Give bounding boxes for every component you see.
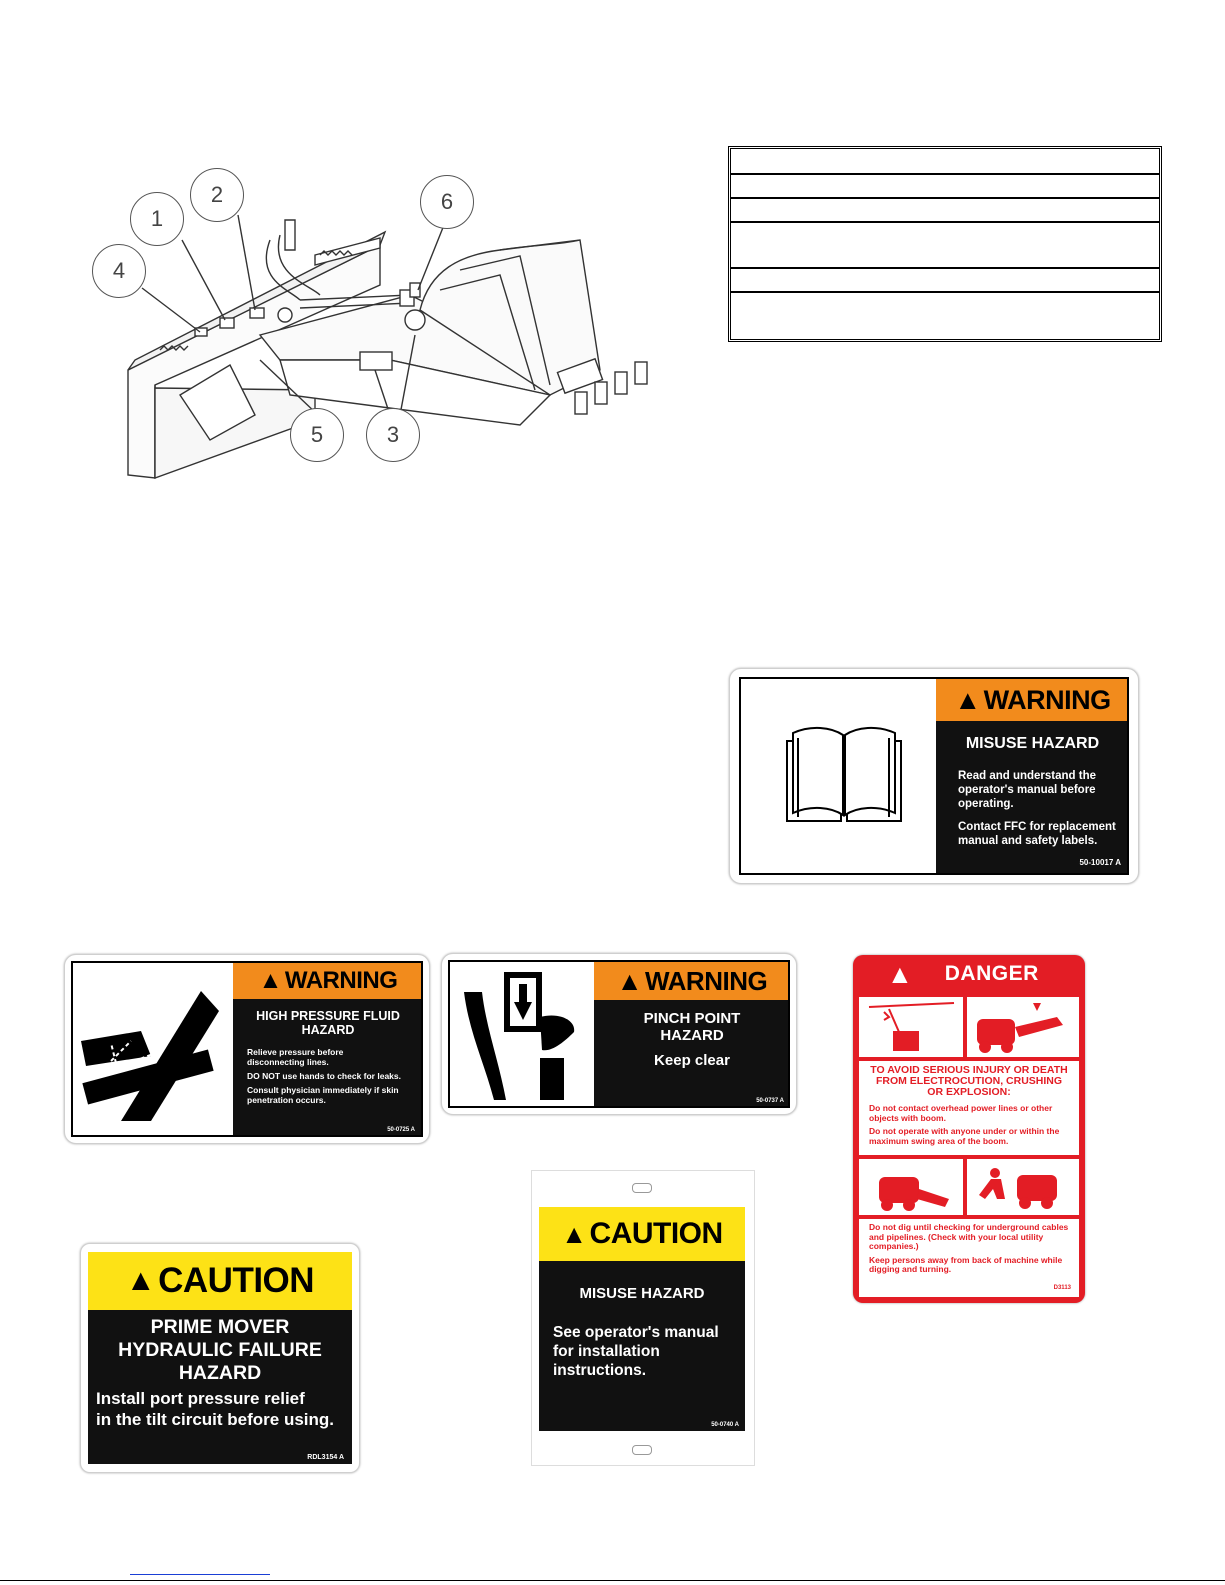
callout-6: [420, 175, 474, 229]
warning-triangle-icon: ▲: [954, 684, 981, 715]
danger-text2: Do not operate with anyone under or within the maximum swing area of the boom.: [869, 1126, 1060, 1146]
misuse-warning-hazard: MISUSE HAZARD: [965, 735, 1100, 752]
danger-text1: Do not contact overhead power lines or other objects with boom.: [869, 1103, 1053, 1123]
callout-6-label: 6: [440, 189, 454, 214]
danger-text4: Keep persons away from back of machine while digging and turning.: [869, 1254, 1063, 1274]
install-caution-hazard: MISUSE HAZARD: [579, 1285, 705, 1302]
misuse-warning-code: 50-10017 A: [1079, 858, 1121, 867]
danger-text3: Do not dig until checking for underground cables and pipelines. (Check with your local utility companies.): [869, 1222, 1069, 1251]
callout-2: [190, 168, 244, 222]
callout-1-label: 1: [150, 206, 164, 231]
hose-spray-icon: [81, 981, 221, 1121]
danger-heading: TO AVOID SERIOUS INJURY OR DEATH FROM ELECTROCUTION, CRUSHING OR EXPLOSION:: [870, 1064, 1068, 1098]
table-row: [731, 269, 1159, 293]
fluid-warning-hazard-line2: HAZARD: [301, 1023, 355, 1037]
danger-signal: DANGER: [944, 962, 1039, 985]
callout-4: [92, 244, 146, 298]
table-row: [731, 149, 1159, 175]
misuse-warning-signal: WARNING: [983, 684, 1111, 715]
prime-caution-hazard-line2: HYDRAULIC FAILURE: [118, 1339, 322, 1361]
fluid-warning-text1: Relieve pressure before disconnecting lines.: [247, 1047, 344, 1067]
fluid-warning-text3: Consult physician immediately if skin penetration occurs.: [247, 1085, 399, 1105]
callout-5-label: 5: [310, 422, 324, 447]
prime-caution-text1: Install port pressure relief: [96, 1389, 305, 1408]
misuse-warning-label: [729, 668, 1139, 884]
install-caution-code: 50-0740 A: [711, 1422, 739, 1428]
danger-label: [853, 955, 1085, 1303]
fluid-warning-signal: WARNING: [284, 967, 398, 994]
callout-2-label: 2: [210, 182, 224, 207]
caution-triangle-icon: ▲: [125, 1264, 156, 1297]
callout-3: [366, 408, 420, 462]
callout-1: [130, 192, 184, 246]
install-caution-label: [531, 1170, 755, 1466]
warning-triangle-icon: ▲: [258, 967, 282, 994]
warning-triangle-icon: ▲: [616, 965, 643, 996]
pinch-warning-label: [441, 953, 797, 1115]
prime-caution-signal: CAUTION: [158, 1261, 315, 1300]
table-row: [731, 175, 1159, 199]
install-caution-signal: CAUTION: [589, 1217, 723, 1250]
fluid-warning-label: [64, 954, 430, 1144]
danger-triangle-icon: ▲: [887, 958, 913, 989]
danger-icon-dig: [859, 1159, 963, 1215]
fluid-warning-hazard-line1: HIGH PRESSURE FLUID: [256, 1009, 400, 1023]
pinch-warning-hazard-line2: HAZARD: [660, 1027, 724, 1044]
fluid-warning-text2: DO NOT use hands to check for leaks.: [247, 1071, 401, 1081]
danger-code: D3113: [1053, 1284, 1071, 1291]
table-row: [731, 199, 1159, 223]
callout-3-label: 3: [386, 422, 400, 447]
danger-icon-crush: [967, 997, 1079, 1057]
table-row: [731, 293, 1159, 315]
pinch-warning-hazard-line1: PINCH POINT: [643, 1010, 741, 1027]
pinch-warning-text1: Keep clear: [654, 1052, 730, 1069]
footer-rule: [0, 1580, 1225, 1581]
pinch-warning-signal: WARNING: [645, 965, 768, 996]
fluid-warning-code: 50-0725 A: [387, 1127, 415, 1133]
prime-caution-text2: in the tilt circuit before using.: [96, 1410, 335, 1429]
callout-4-label: 4: [112, 258, 126, 283]
prime-caution-hazard-line1: PRIME MOVER: [150, 1316, 290, 1338]
top-slot: [632, 1183, 652, 1193]
decal-parts-table: [728, 146, 1162, 342]
danger-icon-turning: [967, 1159, 1079, 1215]
prime-mover-caution-label: [80, 1243, 360, 1473]
footer-link-underline: [130, 1574, 270, 1575]
callout-5: [290, 408, 344, 462]
bottom-slot: [632, 1445, 652, 1455]
install-caution-text1: See operator's manual for installation instructions.: [553, 1324, 719, 1379]
misuse-warning-text2: Contact FFC for replacement manual and safety labels.: [958, 821, 1116, 847]
prime-caution-code: RDL3154 A: [307, 1454, 344, 1461]
prime-caution-hazard-line3: HAZARD: [178, 1362, 262, 1384]
table-row: [731, 223, 1159, 269]
caution-triangle-icon: ▲: [561, 1218, 587, 1249]
misuse-warning-text1: Read and understand the operator's manual before operating.: [958, 770, 1097, 810]
pinch-hand-icon: [464, 972, 584, 1102]
danger-icon-powerline: [859, 997, 963, 1057]
book-icon: [781, 721, 907, 831]
pinch-warning-code: 50-0737 A: [756, 1098, 784, 1104]
